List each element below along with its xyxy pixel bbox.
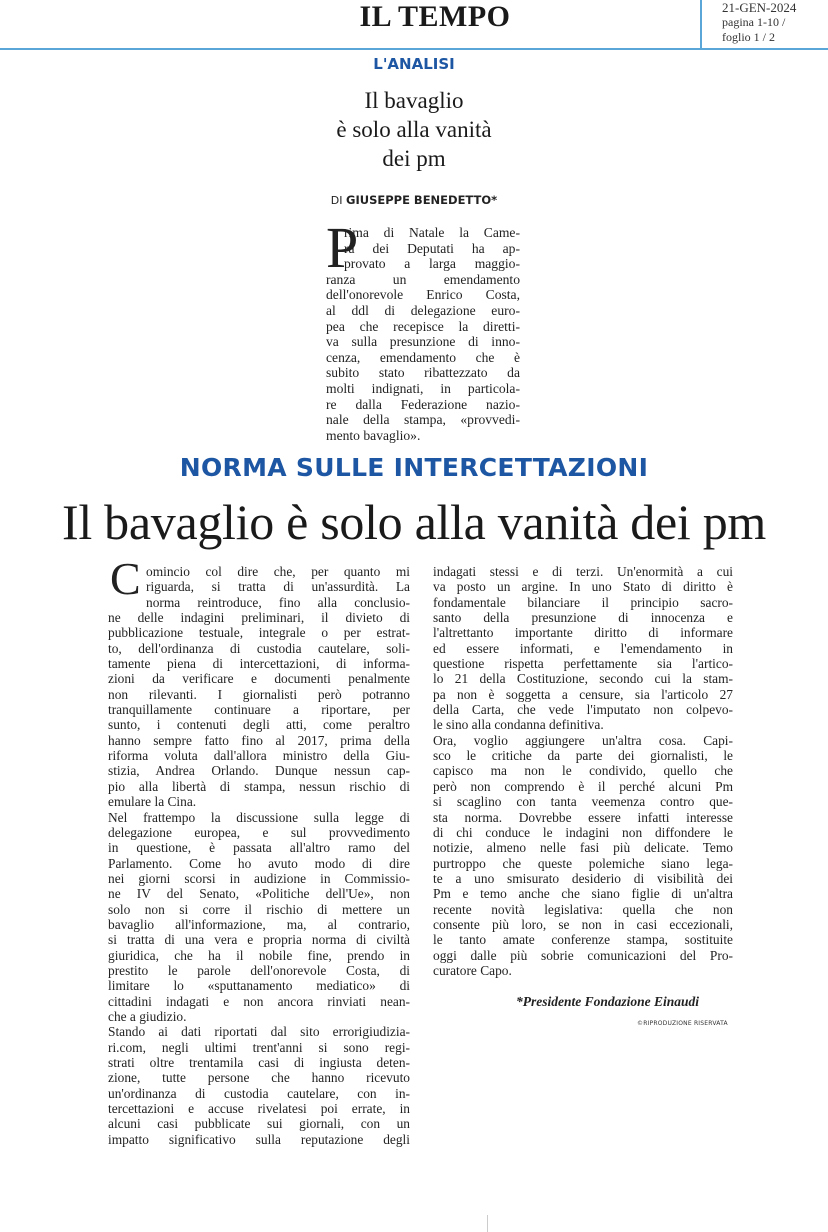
text-line: sco le critiche da parte dei giornalisti, le bbox=[433, 748, 733, 764]
brief-title bbox=[0, 86, 828, 173]
text-line: rima di Natale la Came- bbox=[344, 225, 520, 240]
text-line: indagati stessi e di terzi. Un'enormità a cui bbox=[433, 564, 733, 579]
text-line: un'ordinanza di custodia cautelare, con in- bbox=[108, 1085, 410, 1101]
copyright-notice: ©RIPRODUZIONE RISERVATA bbox=[637, 1020, 728, 1027]
article-kicker: NORMA SULLE INTERCETTAZIONI bbox=[179, 453, 649, 482]
article-dropcap: C bbox=[110, 553, 141, 604]
text-line: re dalla Federazione nazio- bbox=[326, 396, 520, 412]
text-line: notizie, almeno nelle fasi più delicate. Temo bbox=[433, 840, 733, 856]
text-line: oggi dalle più sobrie comunicazioni del Pro- bbox=[433, 947, 733, 963]
text-line: ed essere informati, e l'emendamento in bbox=[433, 640, 733, 656]
text-line: fondamentale bilanciare il principio sacro- bbox=[433, 594, 733, 610]
text-line: Parlamento. Come ho avuto modo di dire bbox=[108, 855, 410, 871]
text-line: nei giorni scorsi in audizione in Commissio- bbox=[108, 870, 410, 886]
text-line: si scaglino con tanta veemenza contro que- bbox=[433, 794, 733, 810]
brief-text bbox=[326, 215, 520, 443]
text-line: pubblicazione testuale, integrale o per estrat- bbox=[108, 625, 410, 641]
text-line: pea che recepisce la diretti- bbox=[326, 318, 520, 334]
text-line: ne IV del Senato, «Politiche dell'Ue», non bbox=[108, 886, 410, 902]
text-line: strati oltre trentamila casi di ingiusta deten- bbox=[108, 1055, 410, 1070]
text-line: tranquillamente continuare a riportare, per bbox=[108, 702, 410, 718]
text-line: lo 21 della Costituzione, secondo cui la stam- bbox=[433, 671, 733, 687]
text-line: curatore Capo. bbox=[433, 962, 512, 978]
clipping-pages: pagina 1-10 / bbox=[722, 15, 786, 29]
text-line: zioni da verificare e documenti penalmente bbox=[108, 671, 410, 687]
text-line: capisco ma non le condivido, quello che bbox=[433, 763, 733, 779]
text-line: santo della presunzione di innocenza e bbox=[433, 610, 733, 626]
masthead bbox=[0, 0, 828, 50]
text-line: le sino alla condanna definitiva. bbox=[433, 717, 604, 733]
text-line: Nel frattempo la discussione sulla legge di bbox=[108, 809, 410, 825]
text-line: le tanto amate conferenze stampa, sostituite bbox=[433, 932, 733, 948]
text-line: delegazione europea, e sul provvedimento bbox=[108, 824, 410, 840]
text-line: questione rispetta perfettamente sia l'artico- bbox=[433, 656, 733, 672]
byline bbox=[0, 193, 828, 207]
text-line: molti indignati, in particola- bbox=[326, 380, 520, 396]
text-line: però non comprendo è il perché alcuni Pm bbox=[433, 778, 733, 794]
article-column-1 bbox=[108, 553, 410, 1147]
brief-title-line: Il bavaglio bbox=[364, 88, 464, 113]
text-line: si tratta di una vera e propria norma di civiltà bbox=[108, 932, 410, 948]
text-line: Stando ai dati riportati dal sito errorigiudizia- bbox=[108, 1024, 410, 1040]
text-line: impatto significativo sulla reputazione degli bbox=[108, 1131, 410, 1147]
text-line: mento bavaglio». bbox=[326, 427, 421, 443]
newspaper-title: IL TEMPO bbox=[359, 0, 511, 33]
text-line: ri.com, negli ultimi trent'anni si sono regi- bbox=[108, 1039, 410, 1055]
brief-title-line: dei pm bbox=[382, 146, 446, 171]
clipping-sheet: foglio 1 / 2 bbox=[722, 30, 775, 44]
text-line: dell'onorevole Enrico Costa, bbox=[326, 287, 520, 303]
text-line: nale della stampa, «provvedi- bbox=[326, 412, 520, 428]
text-line: omincio col dire che, per quanto mi bbox=[146, 564, 410, 579]
text-line: della Carta, che vede l'imputato non colpevo- bbox=[433, 702, 733, 718]
text-line: zione, tutte persone che hanno ricevuto bbox=[108, 1070, 410, 1086]
text-line: norma reintroduce, fino alla conclusio- bbox=[146, 594, 410, 610]
text-line: ne delle indagini preliminari, il divieto di bbox=[108, 610, 410, 626]
text-line: di chi conduce le indagini non diffondere le bbox=[433, 824, 733, 840]
article-headline: Il bavaglio è solo alla vanità dei pm bbox=[62, 494, 766, 550]
text-line: che a giudizio. bbox=[108, 1008, 187, 1024]
text-line: cittadini indagati e non ancora rinviati nean- bbox=[108, 993, 410, 1009]
text-line: sunto, i contenuti degli atti, come peraltro bbox=[108, 717, 410, 733]
text-line: pa non è soggetta a censure, sia l'articolo 27 bbox=[433, 686, 733, 702]
divider bbox=[487, 1215, 488, 1232]
text-line: prestito le parole dell'onorevole Costa, di bbox=[108, 962, 410, 978]
text-line: va sulla presunzione di inno- bbox=[326, 334, 520, 350]
text-line: Pm e temo anche che siano figlie di un'altra bbox=[433, 886, 733, 902]
text-line: subito stato ribattezzato da bbox=[326, 365, 520, 381]
text-line: recente novità legislativa: quella che non bbox=[433, 901, 733, 917]
text-line: bavaglio all'informazione, ma, al contrario, bbox=[108, 916, 410, 932]
brief-dropcap: P bbox=[326, 215, 359, 280]
text-line: ranza un emendamento bbox=[326, 271, 520, 287]
text-line: Ora, voglio aggiungere un'altra cosa. Capi- bbox=[433, 732, 733, 748]
text-line: va posto un argine. In uno Stato di diritto è bbox=[433, 579, 733, 595]
text-line: tercettazioni e accuse rivelatesi poi errate, in bbox=[108, 1101, 410, 1117]
text-line: al ddl di delegazione euro- bbox=[326, 302, 520, 318]
text-line: stizia, Andrea Orlando. Dunque nessun cap- bbox=[108, 763, 410, 779]
text-line: te a uno smisurato desiderio di visibilità dei bbox=[433, 870, 733, 886]
text-line: sta norma. Dovrebbe essere infatti interesse bbox=[433, 809, 733, 825]
text-line: pio alla libertà di stampa, nessun rischio di bbox=[108, 778, 410, 794]
text-line: emulare la Cina. bbox=[108, 794, 197, 810]
author-signature: *Presidente Fondazione Einaudi bbox=[516, 994, 700, 1009]
text-line: in questione, è passata all'altro ramo del bbox=[108, 840, 410, 856]
text-line: l'altrettanto importante diritto di informare bbox=[433, 625, 733, 641]
text-line: purtroppo che queste polemiche siano lega- bbox=[433, 855, 733, 871]
text-line: giuridica, che ha il nobile fine, prendo in bbox=[108, 947, 410, 963]
text-line: tamente piena di intercettazioni, di informa- bbox=[108, 656, 410, 672]
text-line: hanno sempre fatto fino al 2017, prima della bbox=[108, 732, 410, 748]
brief-title-line: è solo alla vanità bbox=[336, 117, 492, 142]
text-line: to, dell'ordinanza di custodia cautelare, soli- bbox=[108, 640, 410, 656]
clipping-meta bbox=[700, 0, 828, 48]
text-line: riforma voluta dall'allora ministro della Giu- bbox=[108, 748, 410, 764]
clipping-date: 21-GEN-2024 bbox=[722, 0, 797, 15]
article-column-2 bbox=[433, 564, 733, 978]
text-line: consente più loro, se non in casi eccezionali, bbox=[433, 916, 733, 932]
text-line: cenza, emendamento che è bbox=[326, 349, 520, 365]
text-line: limitare lo «sputtanamento mediatico» di bbox=[108, 978, 410, 994]
text-line: non rilevanti. I giornalisti però potranno bbox=[108, 686, 410, 702]
byline-prefix: DI bbox=[330, 194, 343, 207]
brief-kicker: L'ANALISI bbox=[373, 55, 455, 73]
text-line: ra dei Deputati ha ap- bbox=[344, 240, 520, 256]
byline-author: GIUSEPPE BENEDETTO* bbox=[346, 193, 498, 207]
text-line: riguarda, si tratta di un'assurdità. La bbox=[146, 579, 410, 595]
text-line: provato a larga maggio- bbox=[344, 256, 520, 272]
text-line: alcuni casi pubblicate sui giornali, con un bbox=[108, 1116, 410, 1132]
text-line: solo non si corre il rischio di mettere un bbox=[108, 901, 410, 917]
